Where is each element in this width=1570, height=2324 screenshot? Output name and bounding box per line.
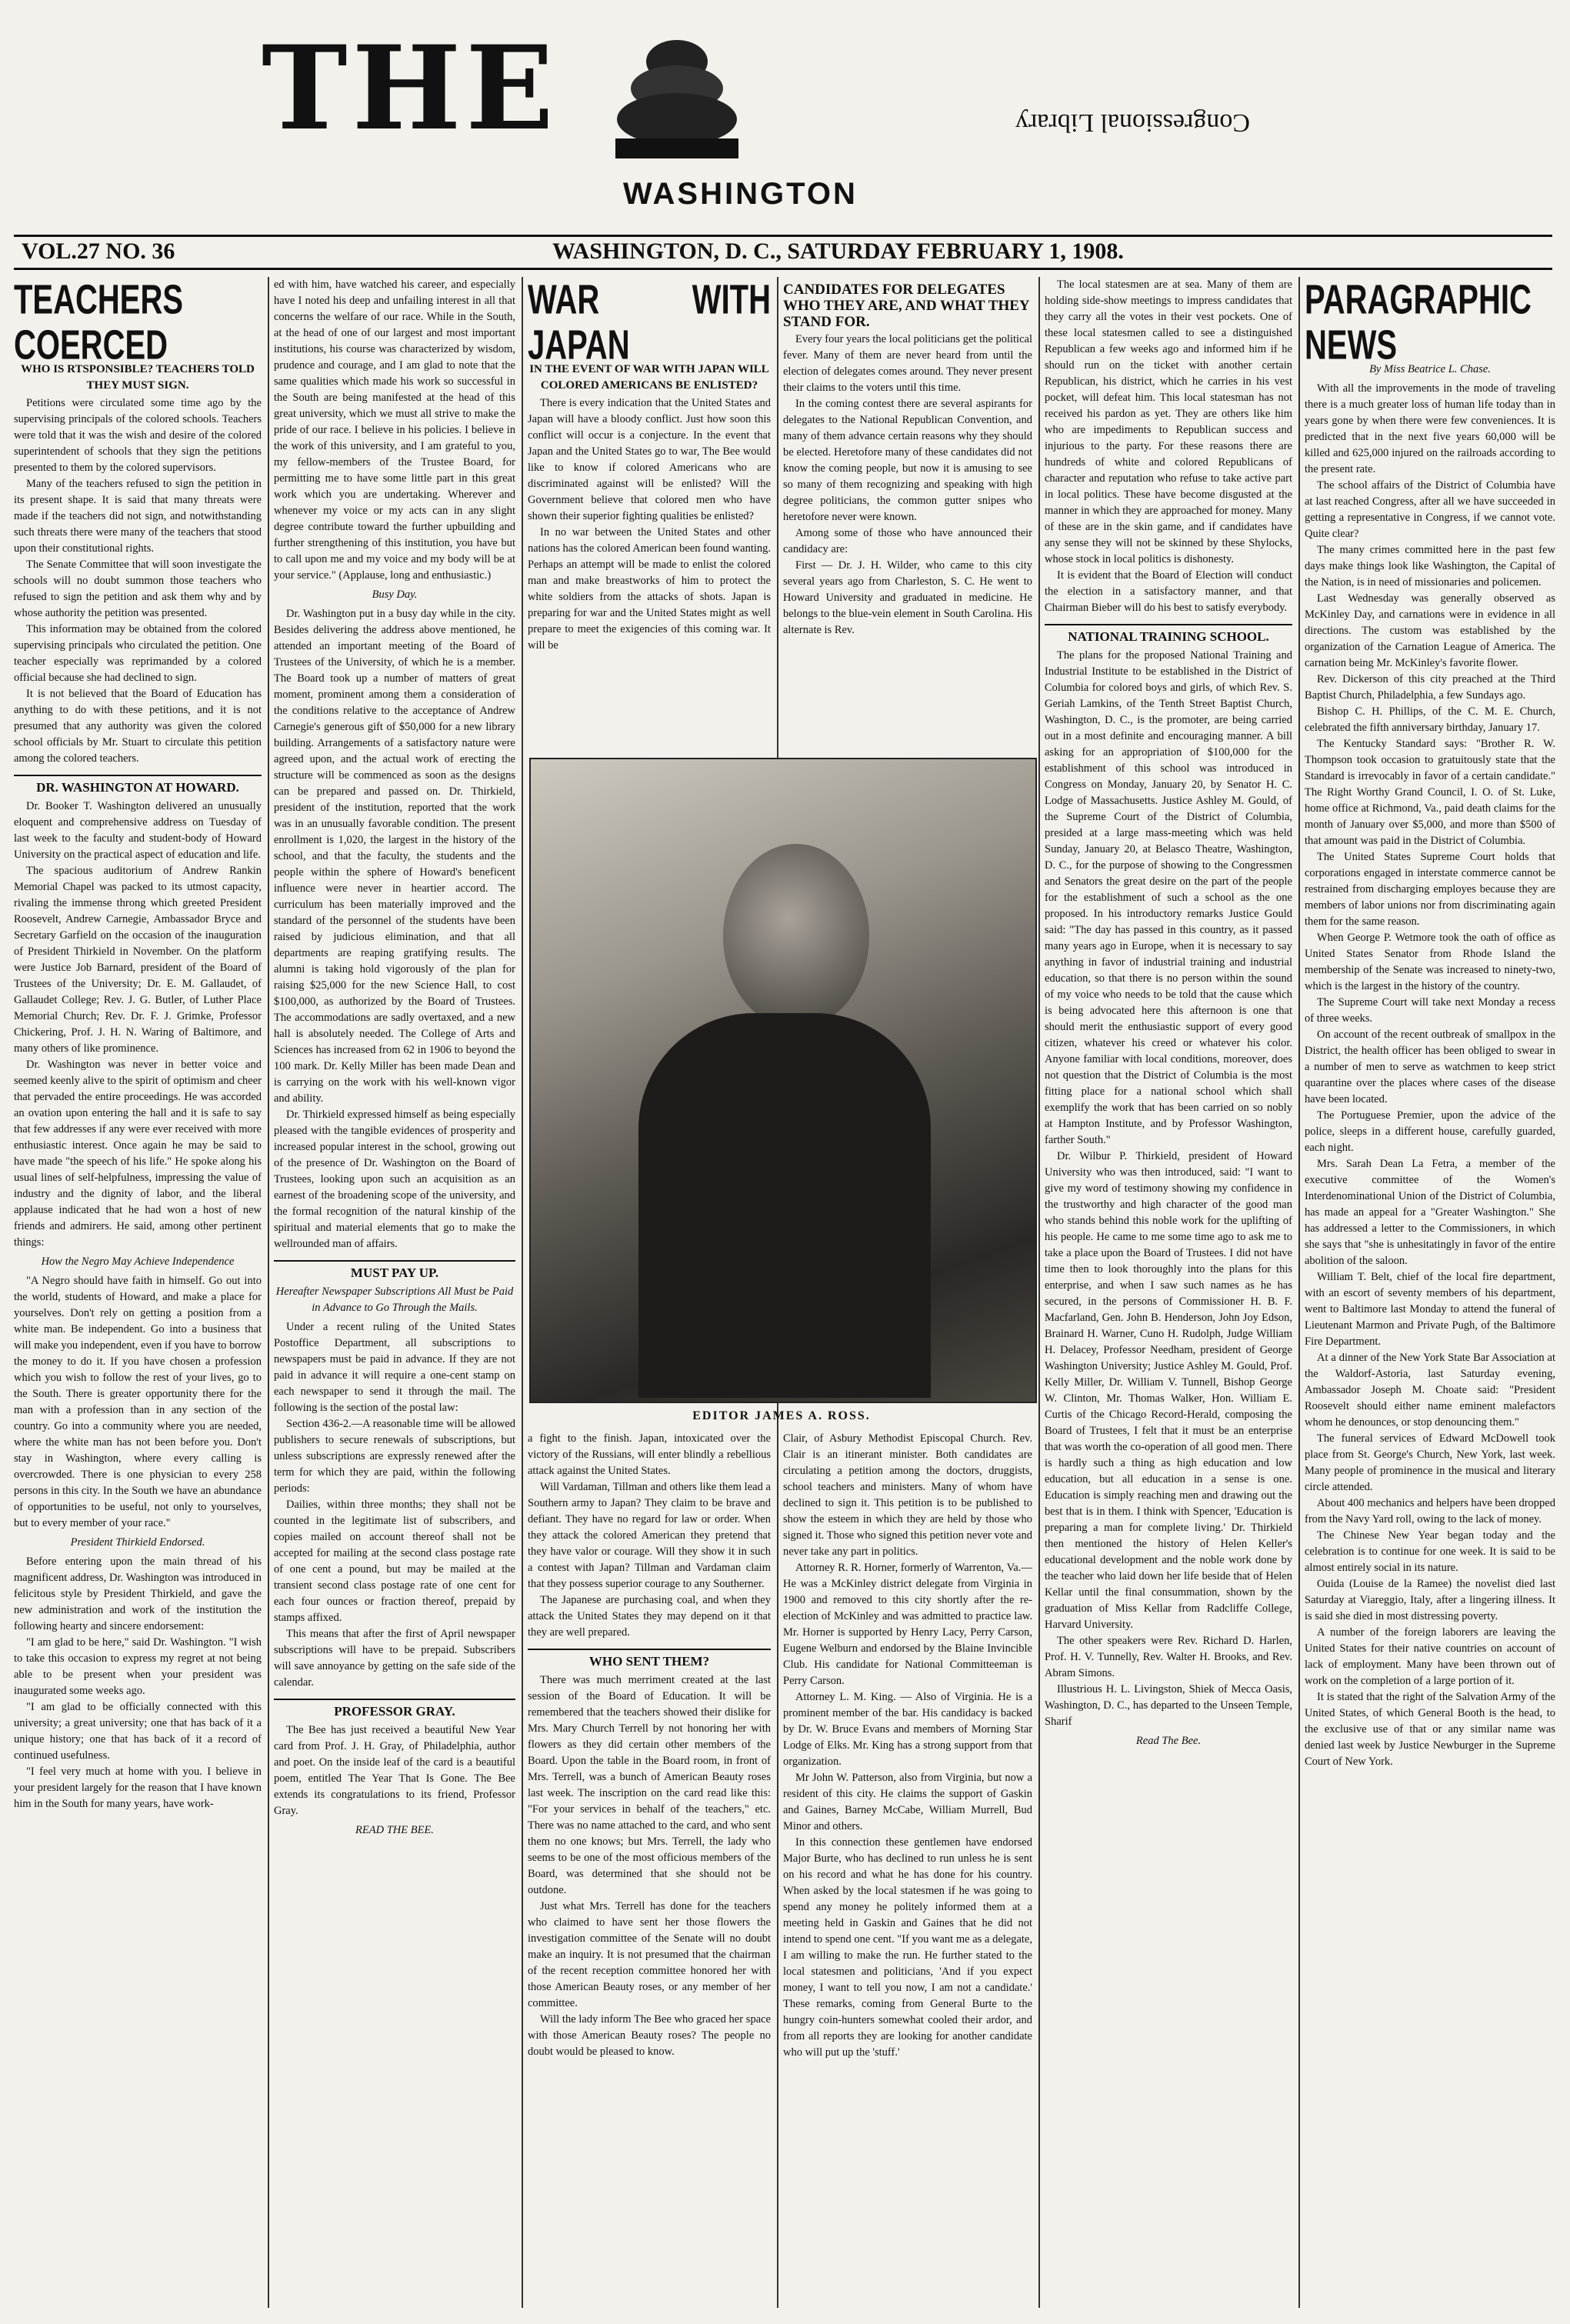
paragraph: This information may be obtained from the colored supervising principals who circulated the petition. One teacher especially was reprimanded by a colored official because she had declined to sign.: [14, 623, 262, 684]
paragraph: Rev. Dickerson of this city preached at the Third Baptist Church, Philadelphia, a few Sundays ago.: [1305, 673, 1555, 702]
beehive-icon: [600, 31, 754, 169]
paragraph: In no war between the United States and other nations has the colored American been found wanting. Perhaps an attempt will be made to enlist the colored man and make breastworks of him to protect the white soldiers from the attacks of shots. Japan is preparing for war and the United States might as well prepare to meet the exigencies of this coming war. It will be: [528, 526, 771, 652]
paragraph: Many of the teachers refused to sign the petition in its present shape. It is said that many threats were made if the teachers did not sign, and notwithstanding such threats there were many of the teachers that stood upon their constitutional rights.: [14, 478, 262, 555]
paragraph: Ouida (Louise de la Ramee) the novelist died last Saturday at Viareggio, Italy, after a lingering illness. It is said she died in most distressing poverty.: [1305, 1578, 1555, 1622]
section-heading: DR. WASHINGTON AT HOWARD.: [14, 775, 262, 795]
paragraph: Dr. Washington was never in better voice and seemed keenly alive to the spirit of optimism and cheer that pervaded the entire proceedings. He was accorded an ovation upon entering the hall and it is safe to say that few addresses if any were ever received with more enthusiastic interest. Once again he may be said to have made "the speech of his life." He spoke along his usual lines of self-helpfulness, impressing the value of industry and the dignity of labor, and the liberal applause indicated that he had won a host of new friends and admirers. He said, among other pertinent things:: [14, 1059, 262, 1249]
paragraph: The Senate Committee that will soon investigate the schools will no doubt summon those teachers who refused to sign the petition and ask them why and by whose authority the petition was presented.: [14, 558, 262, 619]
paragraph: Will the lady inform The Bee who graced her space with those American Beauty roses? The people no doubt would be pleased to know.: [528, 2013, 771, 2058]
paragraph: At a dinner of the New York State Bar Association at the Waldorf-Astoria, last Saturday evening, Ambassador Joseph M. Choate said: "President Roosevelt should either name eminent malefactors whom he denounces, or stop denouncing them.": [1305, 1352, 1555, 1429]
paragraph: Mr John W. Patterson, also from Virginia, but now a resident of this city. He claims the support of Gaskin and Gaines, Barney McCabe, William Murrell, Bud Minor and others.: [783, 1772, 1032, 1832]
kicker: Hereafter Newspaper Subscriptions All Must be Paid in Advance to Go Through the Mails.: [275, 1285, 514, 1314]
paragraph: Mrs. Sarah Dean La Fetra, a member of the executive committee of the Women's Interdenominational Union of the District of Columbia, has made an appeal for a "Greater Washington." She has addressed a letter to the Commissioners, in which she says that "she is unhesitatingly in favor of the entire abolition of the saloon.: [1305, 1158, 1555, 1267]
editor-photo: [529, 758, 1037, 1403]
paragraph: The local statesmen are at sea. Many of them are holding side-show meetings to impress candidates that they carry all the votes in their vest pockets. One of these local statesmen called to see a distinguished Republican a few weeks ago and informed him if he should run on the ticket with another certain Republican, his district, which he carries in his vest pocket, will defeat him. This local statesman has not received his pardon as yet. They are others like him who are impediments to Republican success and injurious to the party. For these reasons there are hundreds of white and colored Republicans of character and reputation who refuse to take active part in local politics. These have become disgusted at the manner in which they are approached for money. Many of these are in the skin game, and if candidates have any sense they will not be skinned by these Shylocks, whose stock in local politics is dishonesty.: [1045, 278, 1292, 565]
column-candidates-continued: [783, 1431, 1032, 2061]
portrait-body: [638, 1013, 931, 1398]
paragraph: The Portuguese Premier, upon the advice of the police, sleeps in a different house, carefully guarded, each night.: [1305, 1109, 1555, 1154]
section-heading: NATIONAL TRAINING SCHOOL.: [1045, 624, 1292, 645]
column-paragraphic-news: [1305, 277, 1555, 1770]
paragraph: ed with him, have watched his career, and especially have I noted his deep and unfailing interest in all that concerns the welfare of our race. While in the South, at the head of one of our largest and most important institutions, his course was characterized by wisdom, prudence and courage, and I am glad to note that the same qualities which made his work so successful in the South are being manifested at the head of this great university, which we must all strive to make the pride of our race. I believe in his policies. I believe in the work of this university, and I am grateful to you, my fellow-members of the Trustee Board, for permitting me to have some little part in this great work which you are undertaking. Wherever and whenever my voice or my acts can in any slight degree contribute toward the further upbuilding and further strengthening of this institution, you have but to call upon me and my voice and my body will be at your service." (Applause, long and enthusiastic.): [274, 278, 515, 582]
portrait-face: [723, 844, 869, 1029]
paragraph: Attorney R. R. Horner, formerly of Warrenton, Va.—He was a McKinley district delegate from Virginia in 1900 and removed to this city shortly after the re-election of McKinley and was admitted to practice law. Mr. Horner is supported by Henry Lacy, Perry Carson, Eugene Welburn and endorsed by the Blaine Invincible Club. His candidate for National Committeeman is Perry Carson.: [783, 1562, 1032, 1687]
paragraph: The Supreme Court will take next Monday a recess of three weeks.: [1305, 996, 1555, 1025]
paragraph: The Kentucky Standard says: "Brother R. W. Thompson took occasion to gratuitously state that the Standard is irrevocably in favor of a certain candidate." The Right Worthy Grand Council, I. O. of St. Luke, home office at Richmond, Va., paid death claims for the month of January over $5,000, and more than $500 of that amount was paid in the District of Columbia.: [1305, 738, 1555, 847]
paragraph: Petitions were circulated some time ago by the supervising principals of the colored schools. Teachers were told that it was the wish and desire of the colored superintendent of schools that they sign the petitions presented to them by the colored supervisors.: [14, 397, 262, 474]
paragraph: It is evident that the Board of Election will conduct the election in a satisfactory manner, and that Chairman Bieber will do his best to satisfy everybody.: [1045, 569, 1292, 614]
paragraph: Under a recent ruling of the United States Postoffice Department, all subscriptions to newspapers must be paid in advance. If they are not paid in advance it will require a one-cent stamp on each newspaper to send it through the mail. The following is the section of the postal law:: [274, 1321, 515, 1414]
paragraph: "A Negro should have faith in himself. Go out into the world, students of Howard, and make a place for yourselves. Don't rely on getting a position from a white man. Be independent. Go into a business that will make you independent, even if you have to borrow the money to do it. If you have chosen a profession which you wish to follow the rest of your lives, go to the South. There is greater opportunity there for the man with a profession than in any section of the country. Go into a community where you are needed, where the white man has not been before you. Don't stay in Washington, where every calling is overcrowded. There is one physician to every 258 persons in this city. In the South we have an abundance of opportunities to be useful, not only to yourselves, but to every member of your race.": [14, 1275, 262, 1529]
headline: TEACHERS COERCED: [14, 277, 184, 368]
paragraph: When George P. Wetmore took the oath of office as United States Senator from Rhode Island the membership of the Senate was increased to ninety-two, which is the largest in the history of the country.: [1305, 932, 1555, 992]
paragraph: Clair, of Asbury Methodist Episcopal Church. Rev. Clair is an itinerant minister. Both candidates are circulating a petition among the doctors, druggists, school teachers and ministers. Many of whom have declined to sign it. This petition is to be published to show the esteem in which they are held by those who signed it. Those who signed this petition never vote and never take any part in politics.: [783, 1432, 1032, 1558]
paragraph: A number of the foreign laborers are leaving the United States for their native countries on account of lack of employment. Many have been thrown out of work on the completion of a large portion of it.: [1305, 1626, 1555, 1687]
paragraph: In this connection these gentlemen have endorsed Major Burte, who has declined to run unless he is sent on his record and what he has done for his country. When asked by the local statesmen if he was going to spend any money he politely informed them at a meeting held in Gaskin and Gaines that he did not intend to spend one cent. "If you want me as a delegate, I am willing to make the run. He further stated to the local statesmen and politicians, 'And if you expect money, I want to tell you now, I am not a candidate.' These remarks, coming from General Burte to the hungry coin-hunters somewhat cooled their ardor, and from all reports they are looking for another candidate who will put up the 'stuff.': [783, 1836, 1032, 2059]
paragraph: Dr. Washington put in a busy day while in the city. Besides delivering the address above mentioned, he attended an important meeting of the Board of Trustees of the University, of which he is a member. The Board took up a number of matters of great moment, prominent among them a consideration of the conditions relative to the acceptance of Andrew Carnegie's generous gift of $50,000 for a new library building. Arrangements of a satisfactory nature were agreed upon, and the actual work of erecting the structure will be commenced as soon as the designs can be prepared and passed on. Dr. Thirkield, president of the institution, reported that the work was in an unusually favorable condition. The present enrollment is 1,020, the largest in the history of the school, and that the faculty, the students and the people within the sphere of Howard's beneficent influence were never in heartier accord. The curriculum has been materially improved and the standard of the personnel of the students have been raised by judicious elimination, and that all departments are reaping gratifying results. The alumni is taking hold vigorously of the plan for raising $25,000 for the new Science Hall, to cost $100,000, as authorized by the Board of Trustees. The accommodations are sadly overtaxed, and a new hall is absolutely needed. The College of Arts and Sciences has increased from 62 in 1906 to beyond the 100 mark. Dr. Kelly Miller has been made Dean and is carrying on the work with his well-known vigor and ability.: [274, 608, 515, 1105]
column-rule: [522, 277, 523, 2308]
column-rule: [268, 277, 269, 2308]
paragraph: Just what Mrs. Terrell has done for the teachers who claimed to have sent her those flowers the investigation committee of the Senate will no doubt make an inquiry. It is not presumed that the chairman of the recent reception committee honored her with those American Beauty roses, or any member of her committee.: [528, 1900, 771, 2009]
paragraph: Dr. Booker T. Washington delivered an unusually eloquent and comprehensive address on Tuesday of last week to the faculty and student-body of Howard University on the practical aspect of education and life.: [14, 800, 262, 861]
paragraph: On account of the recent outbreak of smallpox in the District, the health officer has been obliged to swear in a number of men to serve as watchmen to keep strict quarantine over the places where cases of the disease have been located.: [1305, 1029, 1555, 1105]
paragraph: William T. Belt, chief of the local fire department, with an escort of seventy members of his department, went to Baltimore last Monday to attend the funeral of Lieutenant Marmon and Private Pugh, of the Baltimore Fire Department.: [1305, 1271, 1555, 1348]
paragraph: Attorney L. M. King. — Also of Virginia. He is a prominent member of the bar. His candidacy is backed by Dr. W. Bruce Evans and members of Morning Star Lodge of Elks. Mr. King has a strong support from that organization.: [783, 1691, 1032, 1768]
byline: By Miss Beatrice L. Chase.: [1369, 363, 1491, 375]
paragraph: Will Vardaman, Tillman and others like them lead a Southern army to Japan? They claim to be brave and defiant. They have no regard for law or order. When they attack the colored American they pretend that they have valor or courage. Will they show it in such a contest with Japan? Tillman and Vardaman claim that they possess superior courage to any Southerner.: [528, 1481, 771, 1590]
paragraph: Every four years the local politicians get the political fever. Many of them are never heard from until the election of delegates comes around. They never present their claims to the voters until this time.: [783, 333, 1032, 394]
paragraph: Section 436-2.—A reasonable time will be allowed publishers to secure renewals of subscriptions, but unless subscriptions are expressly renewed after the term for which they are paid, within the following periods:: [274, 1418, 515, 1495]
paragraph: This means that after the first of April newspaper subscriptions will have to be prepaid. Subscribers will save annoyance by getting on the safe side of the calendar.: [274, 1628, 515, 1689]
paragraph: With all the improvements in the mode of traveling there is a much greater loss of human life today than in years gone by when there were few conveniences. It is predicted that in the next five years 60,000 will be killed and 625,000 injured on the railroads according to the present rate.: [1305, 382, 1555, 475]
paragraph: The plans for the proposed National Training and Industrial Institute to be established in the District of Columbia for colored boys and girls, of which Rev. S. Geriah Lamkins, of the Tenth Street Baptist Church, Washington, D. C., is the promoter, are being carried out in a most definite and encouraging manner. A bill asking for an appropriation of $100,000 for the establishment of this school was introduced in Congress on Monday, January 20, by Senator H. C. Lodge of Massachusetts. Justice Ashley M. Gould, of the Supreme Court of the District of Columbia, presided at a large mass-meeting which was held Sunday, January 20, at Belasco Theatre, Washington, D. C., for the purpose of showing to the Congressmen and Senators the great desire on the part of the people for the establishment of such a school as the one proposed. In his introductory remarks Justice Gould said: "The day has passed in this country, as it passed many years ago in Europe, when it is necessary to say anything in favor of industrial training and industrial education, so that there is no person within the sound of my voice who needs to be told that the cause which is being advocated here this afternoon is one that should merit the enthusiastic support of every good citizen, whatever his creed or whatever his color. Anyone familiar with local conditions, moreover, does not question that the District of Columbia is the most fitting place for a national school which shall exemplify the work that has been carried on so nobly at Hampton Institute, and by Professor Washington, farther South.": [1045, 649, 1292, 1146]
section-heading: WHO SENT THEM?: [528, 1649, 771, 1669]
headline: PARAGRAPHIC NEWS: [1305, 277, 1532, 368]
paragraph: The spacious auditorium of Andrew Rankin Memorial Chapel was packed to its utmost capacity, rivaling the immense throng which greeted President Roosevelt, Andrew Carnegie, Ambassador Bryce and Secretary Garfield on the occasion of the inauguration of President Thirkield in November. On the platform were Justice Job Barnard, president of the Board of Trustees of the University; Dr. E. M. Gallaudet, of Gallaudet College; Rev. J. G. Butler, of Luther Place Memorial Church; Rev. Dr. F. J. Grimke, Professor Chickering, Prof. J. H. N. Waring of Baltimore, and many others of like prominence.: [14, 865, 262, 1055]
column-candidates: [783, 277, 1032, 639]
column-washington-continued: [274, 277, 515, 1842]
footer-note: READ THE BEE.: [355, 1824, 434, 1836]
paragraph: It is not believed that the Board of Education has anything to do with these petitions, and it is not presumed that any authority was given the colored school officials by Mr. Stuart to circulate this petition among the colored teachers.: [14, 688, 262, 765]
paragraph: "I am glad to be here," said Dr. Washington. "I wish to take this occasion to express my regret at not being able to be present when your president was inaugurated some weeks ago.: [14, 1636, 262, 1697]
paragraph: Before entering upon the main thread of his magnificent address, Dr. Washington was introduced in felicitous style by President Thirkield, and gave the new administration and work of the institution the following hearty and sincere endorsement:: [14, 1555, 262, 1632]
section-heading: PROFESSOR GRAY.: [274, 1699, 515, 1719]
paragraph: Last Wednesday was generally observed as McKinley Day, and carnations were in evidence in all directions. The custom was established by the organization of the Carnation League of America. The carnation being Mr. McKinley's favorite flower.: [1305, 592, 1555, 669]
kicker: Busy Day.: [372, 589, 418, 601]
paragraph: The funeral services of Edward McDowell took place from St. George's Church, New York, last week. Many people of prominence in the musical and literary circle attended.: [1305, 1432, 1555, 1493]
kicker: How the Negro May Achieve Independence: [41, 1255, 235, 1268]
paragraph: Dr. Thirkield expressed himself as being especially pleased with the tangible evidences of prosperity and increased popular interest in the school, growing out of the presence of Dr. Washington on the Board of Trustees, looking upon such an acquisition as an earnest of the broadening scope of the university, and the formal recognition of the natural kinship of the spiritual and material elements that go to make the wellrounded man of affairs.: [274, 1109, 515, 1250]
masthead-subtitle: WASHINGTON: [623, 177, 858, 211]
column-teachers-coerced: [14, 277, 262, 1812]
column-rule: [1038, 277, 1040, 2308]
paragraph: "I feel very much at home with you. I believe in your president largely for the reason that I have known him in the South for many years, have work-: [14, 1766, 262, 1810]
library-stamp: Congressional Library: [1015, 108, 1250, 137]
subhead: WHO IS RTSPONSIBLE? TEACHERS TOLD THEY MUST SIGN.: [21, 363, 255, 392]
paragraph: Among some of those who have announced their candidacy are:: [783, 527, 1032, 555]
section-heading: MUST PAY UP.: [274, 1260, 515, 1281]
masthead: [0, 0, 1570, 223]
paragraph: About 400 mechanics and helpers have been dropped from the Navy Yard roll, owing to the lack of money.: [1305, 1497, 1555, 1525]
paragraph: The other speakers were Rev. Richard D. Harlen, Prof. H. V. Tunnelly, Rev. Walter H. Brooks, and Rev. Abram Simons.: [1045, 1635, 1292, 1679]
paragraph: The school affairs of the District of Columbia have at last reached Congress, after all we have succeeded in getting a representative in Congress, if we cannot vote. Quite clear?: [1305, 479, 1555, 540]
paragraph: The many crimes committed here in the past few days make things look like Washington, the Capital of the Nation, is in need of missionaries and policemen.: [1305, 544, 1555, 589]
paragraph: a fight to the finish. Japan, intoxicated over the victory of the Russians, will enter blindly a rebellious attack against the United States.: [528, 1432, 771, 1477]
paragraph: Dailies, within three months; they shall not be counted in the legitimate list of subscribers, and copies mailed on account thereof shall not be accepted for mailing at the second class postage rate of one cent a pound, but may be mailed at the transient second class postage rate of one cent for each four ounces or fraction thereof, prepaid by stamps affixed.: [274, 1499, 515, 1624]
masthead-title: THE: [262, 21, 558, 156]
headline: CANDIDATES FOR DELEGATES WHO THEY ARE, AND WHAT THEY STAND FOR.: [783, 282, 1029, 330]
issue-date: WASHINGTON, D. C., SATURDAY FEBRUARY 1, 1908.: [552, 238, 1124, 264]
kicker: President Thirkield Endorsed.: [70, 1536, 205, 1549]
paragraph: There is every indication that the United States and Japan will have a bloody conflict. Just how soon this conflict will occur is a conjecture. In the event that Japan and the United States go to war, The Bee would like to know if colored Americans who are discriminated against will be enlisted? Will the Government believe that colored men who have shown their superior fighting qualities be enlisted?: [528, 397, 771, 522]
paragraph: In the coming contest there are several aspirants for delegates to the National Republican Convention, and many of them advance certain reasons why they should be elected. Heretofore many of these candidates did not know the coming people, but now it is amusing to see so many of them recognizing and speaking with high degree politicians, the common gutter snipes who heretofore never were known.: [783, 398, 1032, 523]
headline: WAR WITH JAPAN: [528, 277, 771, 368]
paragraph: First — Dr. J. H. Wilder, who came to this city several years ago from Charleston, S. C. He went to Howard University and graduated in medicine. He belongs to the blue-vein element in South Carolina. His alternate is Rev.: [783, 559, 1032, 636]
paragraph: Bishop C. H. Phillips, of the C. M. E. Church, celebrated the fifth anniversary birthday, January 17.: [1305, 705, 1555, 734]
paragraph: "I am glad to be officially connected with this university; a great university; one that has back of it a unique history; one that has back of it a record of continued usefulness.: [14, 1701, 262, 1762]
issue-line: [14, 235, 1552, 270]
column-war-with-japan: [528, 277, 771, 654]
paragraph: The Japanese are purchasing coal, and when they attack the United States they may depend on it that they are well prepared.: [528, 1594, 771, 1639]
footer-note: Read The Bee.: [1135, 1735, 1202, 1747]
paragraph: The Bee has just received a beautiful New Year card from Prof. J. H. Gray, of Philadelphia, author and poet. On the inside leaf of the card is a beautiful poem, entitled The Year That Is Gone. The Bee extends its congratulations to its friend, Professor Gray.: [274, 1724, 515, 1817]
paragraph: It is stated that the right of the Salvation Army of the United States, of which General Booth is the head, to the exclusive use of that or any similar name was denied last week by Justice Newburger in the Supreme Court of New York.: [1305, 1691, 1555, 1768]
photo-caption: EDITOR JAMES A. ROSS.: [692, 1409, 871, 1422]
paragraph: Dr. Wilbur P. Thirkield, president of Howard University who was then introduced, said: "I want to give my word of testimony showing my confidence in the trustworthy and high character of the good man who stands behind this noble work for the uplifting of his people. He came to me some time ago to ask me to take a place upon the Board of Trustees. I did not have time then to look thoroughly into the plans for this enterprise, and when I saw such names as he has secured, in the persons of Commissioner H. B. F. Macfarland, Gen. John B. Henderson, John Joy Edson, Brainard H. Warner, Cuno H. Rudolph, Judge William H. Delacey, Professor Needham, president of George Washington University; Justice Ashley M. Gould, Prof. Kelly Miller, Dr. William V. Tunnell, Bishop George W. Clinton, Mr. Thomas Walker, Hon. William E. Curtis of the Chicago Record-Herald, composing the Board of Trustees, I felt that it must be an enterprise that was worth the co-operation of all good men. There is hardly such a thing as high education and low education, but all education in a sense is one. Education is simply reaching men and drawing out the best that is in them. I think with Spencer, 'Education is preparing a man for complete living.' Dr. Thirkield then mentioned the history of Helen Keller's educational development and the noble work done by the teacher who laid down her life beside that of Helen Kellar until the final consummation, shown by the graduation of Miss Kellar from Radcliffe College, Harvard University.: [1045, 1150, 1292, 1631]
subhead: IN THE EVENT OF WAR WITH JAPAN WILL COLORED AMERICANS BE ENLISTED?: [529, 363, 769, 392]
paragraph: There was much merriment created at the last session of the Board of Education. It will be remembered that the teachers showed their dislike for Mrs. Mary Church Terrell by not honoring her with flowers as they did certain other members of the Board. Upon the table in the Board room, in front of Mrs. Terrell, was a bunch of American Beauty roses last week. The inscription on the card read like this: "For your services in behalf of the teachers," etc. There was no name attached to the card, and who sent them no one knows; but Mrs. Terrell, the lady who seems to be one of the most officious members of the Board, was determined that she should not be outdone.: [528, 1674, 771, 1896]
paragraph: The United States Supreme Court holds that corporations engaged in interstate commerce cannot be restrained from discharging employes because they are members of labor unions nor from discriminating again them for the same reason.: [1305, 851, 1555, 928]
column-rule: [1298, 277, 1300, 2308]
column-japan-continued: [528, 1431, 771, 2060]
paragraph: The Chinese New Year began today and the celebration is to continue for one week. It is said to be almost entirely social in its nature.: [1305, 1529, 1555, 1574]
volume-number: VOL.27 NO. 36: [22, 238, 175, 264]
paragraph: Illustrious H. L. Livingston, Shiek of Mecca Oasis, Washington, D. C., has departed to the Unseen Temple, Sharif: [1045, 1683, 1292, 1728]
column-local-politics: [1045, 277, 1292, 1752]
